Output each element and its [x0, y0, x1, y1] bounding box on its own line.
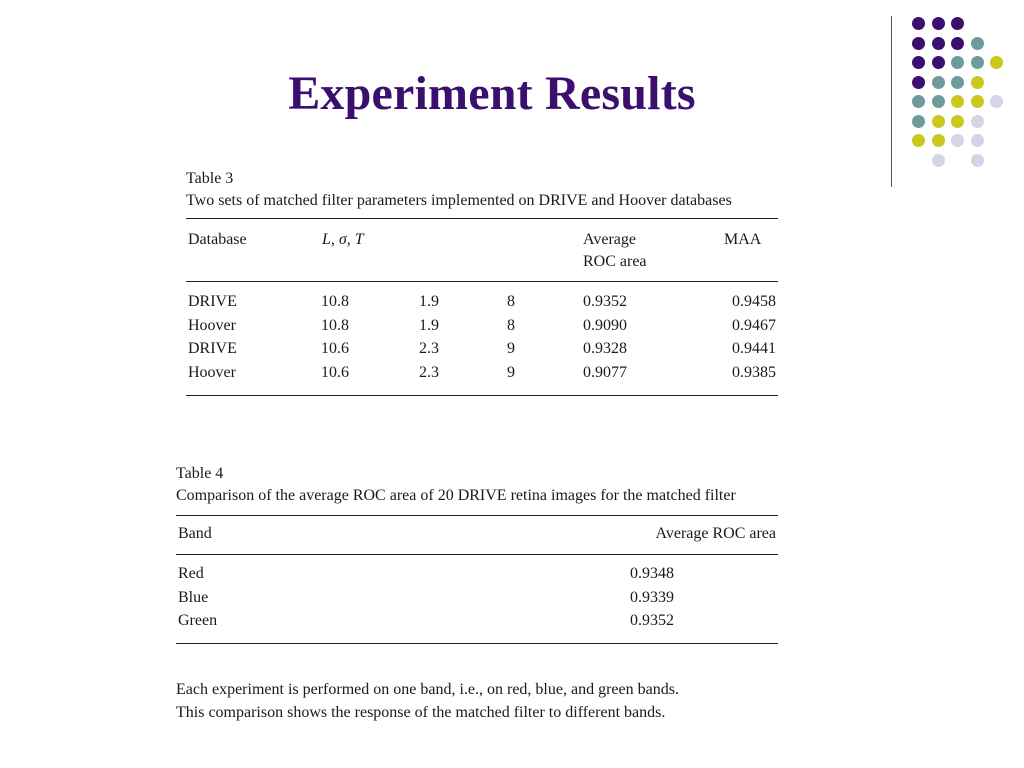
table-row	[186, 362, 778, 386]
table-row	[186, 291, 778, 315]
decorative-dot	[971, 134, 984, 147]
cell-maa: 0.9467	[732, 316, 776, 334]
cell-roc: 0.9339	[630, 588, 674, 606]
header-average-roc	[583, 229, 647, 273]
cell-maa: 0.9385	[732, 363, 776, 381]
decorative-dot	[971, 37, 984, 50]
decorative-dot	[951, 134, 964, 147]
cell-roc: 0.9352	[630, 612, 674, 629]
cell-band: Red	[178, 565, 204, 582]
header-parameters: L, σ, T	[322, 231, 364, 248]
cell-roc: 0.9090	[583, 316, 627, 334]
footnote-line-2: This comparison shows the response of the matched filter to different bands.	[176, 704, 666, 721]
decorative-dot	[990, 95, 1003, 108]
cell-database: Hoover	[188, 316, 236, 334]
decorative-dot	[932, 154, 945, 167]
decorative-dot	[912, 134, 925, 147]
cell-T: 9	[507, 363, 515, 381]
cell-T: 8	[507, 316, 515, 334]
decorative-dot	[971, 154, 984, 167]
cell-L: 10.6	[321, 340, 349, 357]
cell-L: 10.6	[321, 363, 349, 381]
cell-roc: 0.9352	[583, 293, 627, 310]
table-row	[176, 563, 778, 587]
decorative-dot	[932, 37, 945, 50]
header-database: Database	[188, 231, 247, 248]
table-4	[176, 463, 778, 644]
cell-sigma: 1.9	[419, 293, 439, 310]
table-4-label: Table 4	[176, 465, 224, 482]
table-row	[176, 587, 778, 611]
cell-roc: 0.9328	[583, 340, 627, 357]
cell-band: Green	[178, 612, 218, 629]
header-roc-line1: Average	[583, 231, 636, 248]
table-4-header	[176, 516, 778, 554]
decorative-dot	[912, 37, 925, 50]
cell-database: Hoover	[188, 363, 236, 381]
cell-band: Blue	[178, 588, 209, 606]
table-3-header	[186, 219, 778, 281]
table-row	[186, 315, 778, 339]
header-band: Band	[178, 525, 212, 542]
slide-title: Experiment Results	[288, 67, 696, 120]
footnote-line-1: Each experiment is performed on one band, i.e., on red, blue, and green bands.	[176, 681, 679, 698]
cell-L: 10.8	[321, 316, 349, 334]
cell-sigma: 1.9	[419, 316, 439, 334]
decorative-dot	[951, 17, 964, 30]
cell-maa: 0.9458	[732, 293, 776, 310]
table-4-caption: Comparison of the average ROC area of 20 DRIVE retina images for the matched filter	[176, 487, 736, 504]
decorative-dot	[990, 56, 1003, 69]
header-average-roc: Average ROC area	[655, 525, 776, 542]
table-row	[176, 610, 778, 634]
cell-T: 9	[507, 340, 515, 357]
table-3-bottom-rule	[186, 395, 778, 396]
cell-L: 10.8	[321, 293, 349, 310]
table-row	[186, 338, 778, 362]
decorative-dot	[951, 37, 964, 50]
decorative-dot	[932, 134, 945, 147]
table-3	[186, 168, 778, 396]
table-4-body	[176, 555, 778, 643]
cell-sigma: 2.3	[419, 340, 439, 357]
decorative-dot	[912, 17, 925, 30]
header-roc-line2: ROC area	[583, 253, 647, 270]
cell-database: DRIVE	[188, 293, 237, 310]
cell-database: DRIVE	[188, 340, 237, 357]
table-4-bottom-rule	[176, 643, 778, 644]
header-maa: MAA	[724, 231, 762, 248]
cell-roc: 0.9077	[583, 363, 627, 381]
footnote	[176, 678, 778, 724]
decorative-dot	[932, 17, 945, 30]
cell-T: 8	[507, 293, 515, 310]
table-3-body	[186, 282, 778, 395]
cell-roc: 0.9348	[630, 565, 674, 582]
table-3-label: Table 3	[186, 170, 234, 187]
table-3-caption: Two sets of matched filter parameters implemented on DRIVE and Hoover databases	[186, 192, 732, 209]
cell-sigma: 2.3	[419, 363, 439, 381]
cell-maa: 0.9441	[732, 340, 776, 357]
